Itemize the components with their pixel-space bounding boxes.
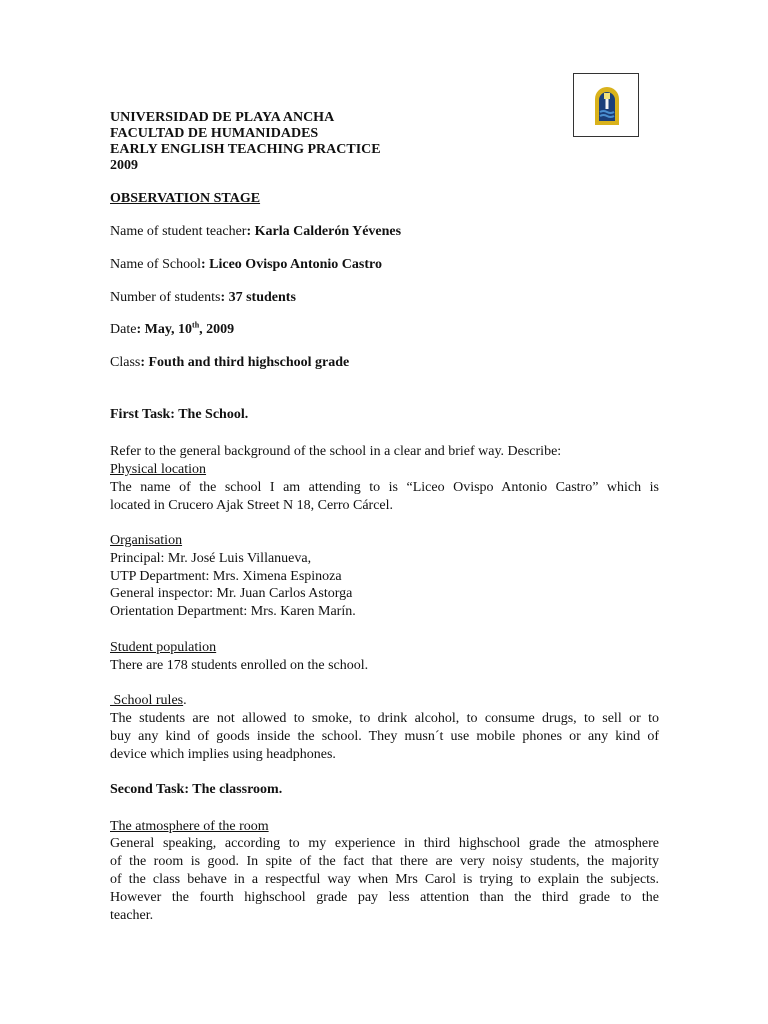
atmosphere-heading: The atmosphere of the room [110, 819, 269, 834]
student-teacher-value: : Karla Calderón Yévenes [246, 224, 402, 239]
physical-location-line-2: located in Crucero Ajak Street N 18, Cerro Cárcel. [110, 498, 394, 513]
class-value: : Fouth and third highschool grade [140, 355, 350, 370]
class-label: Class [110, 355, 141, 370]
school-field [110, 256, 382, 273]
student-teacher-label: Name of student teacher [110, 224, 247, 239]
organisation-utp: UTP Department: Mrs. Ximena Espinoza [110, 569, 342, 584]
university-crest-icon [593, 85, 621, 127]
date-value-suffix: th [192, 320, 200, 330]
school-rules-heading: School rules [110, 693, 184, 708]
first-task-intro: Refer to the general background of the school in a clear and brief way. Describe: [110, 444, 562, 459]
school-label: Name of School [110, 257, 201, 272]
physical-location-line-1: The name of the school I am attending to is “Liceo Ovispo Antonio Castro” which is [110, 480, 659, 495]
organisation-inspector: General inspector: Mr. Juan Carlos Astorga [110, 586, 353, 601]
school-rules-heading-line [110, 692, 187, 709]
date-value-year: , 2009 [199, 322, 235, 337]
students-field [110, 289, 296, 306]
students-label: Number of students [110, 290, 221, 305]
university-logo-frame [573, 73, 639, 137]
school-rules-line-3: device which implies using headphones. [110, 747, 336, 762]
student-population-text: There are 178 students enrolled on the school. [110, 658, 369, 673]
school-value: : Liceo Ovispo Antonio Castro [200, 257, 382, 272]
stage-title: OBSERVATION STAGE [110, 191, 261, 206]
organisation-principal: Principal: Mr. José Luis Villanueva, [110, 551, 312, 566]
student-teacher-field [110, 223, 401, 240]
date-label: Date [110, 322, 137, 337]
atmosphere-line-2: of the room is good. In spite of the fact that there are very noisy students, the majority [110, 854, 659, 869]
organisation-orientation: Orientation Department: Mrs. Karen Marín. [110, 604, 356, 619]
school-rules-line-1: The students are not allowed to smoke, to drink alcohol, to consume drugs, to sell or to [110, 711, 659, 726]
physical-location-heading: Physical location [110, 462, 207, 477]
course-name: EARLY ENGLISH TEACHING PRACTICE [110, 142, 381, 157]
school-rules-heading-period: . [183, 693, 187, 708]
atmosphere-line-1: General speaking, according to my experience in third highschool grade the atmosphere [110, 836, 659, 851]
date-value-main: : May, 10 [136, 322, 193, 337]
school-rules-line-2: buy any kind of goods inside the school. They musn´t use mobile phones or any kind of [110, 729, 659, 744]
student-population-heading: Student population [110, 640, 217, 655]
date-field [110, 321, 234, 338]
class-field [110, 354, 349, 371]
atmosphere-line-3: of the class behave in a respectful way when Mrs Carol is trying to explain the subjects. [110, 872, 659, 887]
second-task-title: Second Task: The classroom. [110, 782, 283, 797]
course-year: 2009 [110, 158, 138, 173]
students-value: : 37 students [220, 290, 296, 305]
atmosphere-line-4: However the fourth highschool grade pay less attention than the third grade to the [110, 890, 659, 905]
first-task-title: First Task: The School. [110, 407, 249, 422]
university-name: UNIVERSIDAD DE PLAYA ANCHA [110, 110, 335, 125]
atmosphere-line-5: teacher. [110, 908, 154, 923]
organisation-heading: Organisation [110, 533, 183, 548]
faculty-name: FACULTAD DE HUMANIDADES [110, 126, 319, 141]
